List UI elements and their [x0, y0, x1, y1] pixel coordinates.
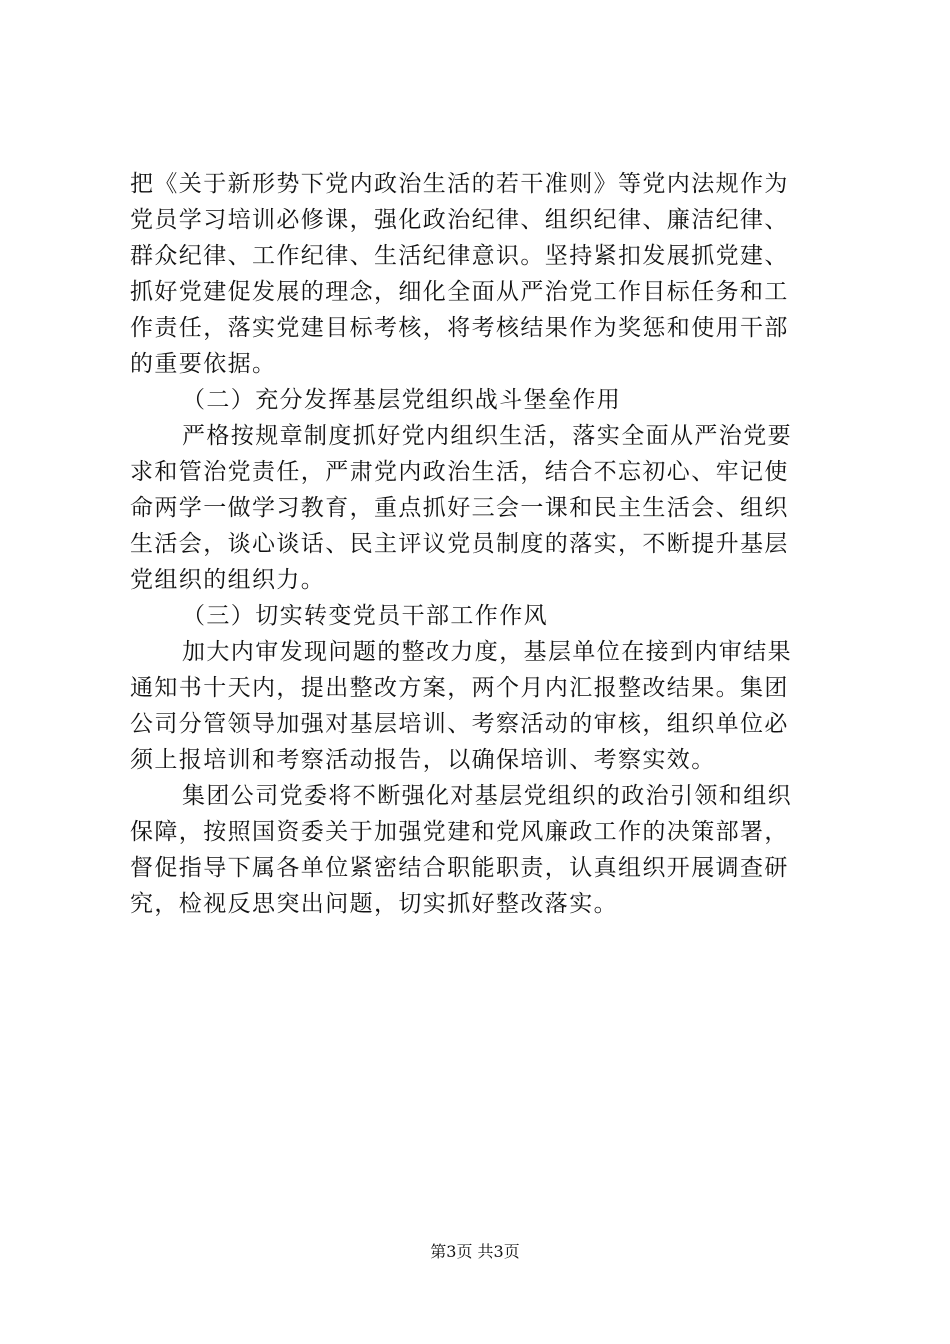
body-line: 党组织的组织力。 [130, 567, 326, 593]
page-footer: 第3页 共3页 [430, 1242, 520, 1261]
body-line: 督促指导下属各单位紧密结合职能职责，认真组织开展调查研 [130, 855, 789, 881]
body-line: 抓好党建促发展的理念，细化全面从严治党工作目标任务和工 [130, 279, 789, 305]
body-line: 生活会，谈心谈话、民主评议党员制度的落实，不断提升基层 [130, 531, 789, 557]
body-line: 加大内审发现问题的整改力度，基层单位在接到内审结果 [182, 639, 792, 665]
body-line: 作责任，落实党建目标考核，将考核结果作为奖惩和使用干部 [130, 315, 789, 341]
body-line: 究，检视反思突出问题，切实抓好整改落实。 [130, 891, 618, 917]
body-line: 求和管治党责任，严肃党内政治生活，结合不忘初心、牢记使 [130, 459, 789, 485]
body-line: 公司分管领导加强对基层培训、考察活动的审核，组织单位必 [130, 711, 789, 737]
body-line: 党员学习培训必修课，强化政治纪律、组织纪律、廉洁纪律、 [130, 207, 789, 233]
body-line: 保障，按照国资委关于加强党建和党风廉政工作的决策部署， [130, 819, 789, 845]
body-line: 命两学一做学习教育，重点抓好三会一课和民主生活会、组织 [130, 495, 789, 521]
body-line: 集团公司党委将不断强化对基层党组织的政治引领和组织 [182, 783, 792, 809]
section-heading-3: （三）切实转变党员干部工作作风 [182, 603, 548, 629]
body-line: 通知书十天内，提出整改方案，两个月内汇报整改结果。集团 [130, 675, 789, 701]
body-line: 的重要依据。 [130, 351, 277, 377]
body-line: 严格按规章制度抓好党内组织生活，落实全面从严治党要 [182, 423, 792, 449]
section-heading-2: （二）充分发挥基层党组织战斗堡垒作用 [182, 387, 622, 413]
body-line: 群众纪律、工作纪律、生活纪律意识。坚持紧扣发展抓党建、 [130, 243, 789, 269]
body-line: 须上报培训和考察活动报告，以确保培训、考察实效。 [130, 747, 716, 773]
body-line: 把《关于新形势下党内政治生活的若干准则》等党内法规作为 [130, 171, 789, 197]
document-body [130, 166, 830, 922]
